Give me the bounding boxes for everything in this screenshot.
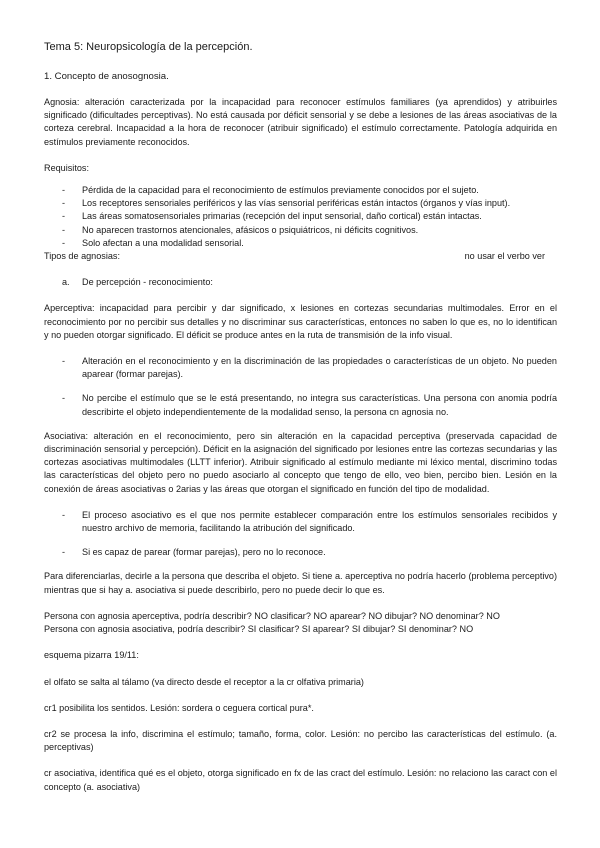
- aperceptiva-paragraph: Aperceptiva: incapacidad para percibir y dar significado, x lesiones en cortezas secundarias multimodales. Error en el reconocimiento por no percibir sus detalles y no discriminar sus características, entonces no saben lo que es, no lo identifican y no pueden otorgar significado. El déficit se produce antes en la ruta de transmisión de la info visual.: [44, 303, 557, 340]
- aperceptiva-list: [44, 355, 557, 419]
- diferenciar-paragraph: Para diferenciarlas, decirle a la persona que describa el objeto. Si tiene a. aperceptiva no podría hacerlo (problema perceptivo) mientras que si hay a. asociativa si puede describirlo, pero no puede decir lo que es.: [44, 571, 557, 595]
- list-item: - Los receptores sensoriales periféricos y las vías sensorial periféricas están intactos (órganos y vías input).: [62, 197, 557, 210]
- sub-a-marker: a.: [62, 277, 70, 288]
- list-item: - El proceso asociativo es el que nos permite establecer comparación entre los estímulos sensoriales recibidos y nuestro archivo de memoria, facilitando la atribución del significado.: [62, 509, 557, 535]
- requisitos-list: [44, 184, 557, 250]
- asociativa-paragraph: Asociativa: alteración en el reconocimiento, pero sin alteración en la capacidad perceptiva (preservada capacidad de discriminación sensorial y percepción). Déficit en la asignación del significado por lesiones entre las cortezas secundarias y las cortezas asociativas multimodales (LLTT inferior). Atribuir significado al estímulo mediante mi léxico mental, discrimino todas las características del objeto pero no puedo asociarlo al concepto que tengo de ello, veo bien, percibo bien. Lesión en la conexión de áreas asociativas o 2arias y las áreas que otorgan el significado en función del tipo de modalidad.: [44, 430, 557, 494]
- list-item: - Si es capaz de parear (formar parejas), pero no lo reconoce.: [62, 546, 557, 559]
- subheading-a: [44, 276, 557, 289]
- cr-asociativa-note: cr asociativa, identifica qué es el objeto, otorga significado en fx de las cract del estímulo. Lesión: no relaciono las caract con el concepto (a. asociativa): [44, 768, 557, 792]
- tipos-label: Tipos de agnosias:: [44, 251, 120, 262]
- tipos-row: [44, 250, 557, 263]
- agnosia-definition: Agnosia: alteración caracterizada por la incapacidad para reconocer estímulos familiares (ya aprendidos) y atribuirles significado (dificultades perceptivas). No está causada por déficit sensorial y se debe a lesiones de las áreas asociativas de la corteza cerebral. Incapacidad a la hora de reconocer (atribuir significado) el estímulo correctamente. Patología adquirida en estímulos previamente reconocidos.: [44, 97, 557, 147]
- cr1-note: cr1 posibilita los sentidos. Lesión: sordera o ceguera cortical pura*.: [44, 702, 314, 713]
- document-page: [44, 40, 557, 794]
- asociativa-list: [44, 509, 557, 560]
- qa-aperceptiva: Persona con agnosia aperceptiva, podría describir? NO clasificar? NO aparear? NO dibujar? NO denominar? NO: [44, 610, 500, 621]
- tipos-note: no usar el verbo ver: [464, 251, 545, 262]
- list-item: - Alteración en el reconocimiento y en la discriminación de las propiedades o características de un objeto. No pueden aparear (formar parejas).: [62, 355, 557, 381]
- section-heading: 1. Concepto de anosognosia.: [44, 71, 169, 82]
- cr2-note: cr2 se procesa la info, discrimina el estímulo; tamaño, forma, color. Lesión: no percibo las características del estímulo. (a. perceptivas): [44, 728, 557, 753]
- list-item: - No aparecen trastornos atencionales, afásicos o psiquiátricos, ni déficits cognitivos.: [62, 224, 557, 237]
- olfato-note: el olfato se salta al tálamo (va directo desde el receptor a la cr olfativa primaria): [44, 676, 364, 687]
- requisitos-label: Requisitos:: [44, 162, 89, 173]
- qa-asociativa: Persona con agnosia asociativa, podría describir? SI clasificar? SI aparear? SI dibujar? SI denominar? NO: [44, 624, 474, 635]
- list-item: - Solo afectan a una modalidad sensorial.: [62, 237, 557, 250]
- list-item: - No percibe el estímulo que se le está presentando, no integra sus características. Una persona con anomia podría describirte el objeto independientemente de la modalidad senso, la persona cn agnosia no.: [62, 392, 557, 418]
- sub-a-label: De percepción - reconocimiento:: [82, 277, 213, 288]
- page-title: Tema 5: Neuropsicología de la percepción.: [44, 41, 253, 53]
- list-item: - Las áreas somatosensoriales primarias (recepción del input sensorial, daño cortical) están intactas.: [62, 210, 557, 223]
- list-item: - Pérdida de la capacidad para el reconocimiento de estímulos previamente conocidos por el sujeto.: [62, 184, 557, 197]
- esquema-label: esquema pizarra 19/11:: [44, 650, 139, 661]
